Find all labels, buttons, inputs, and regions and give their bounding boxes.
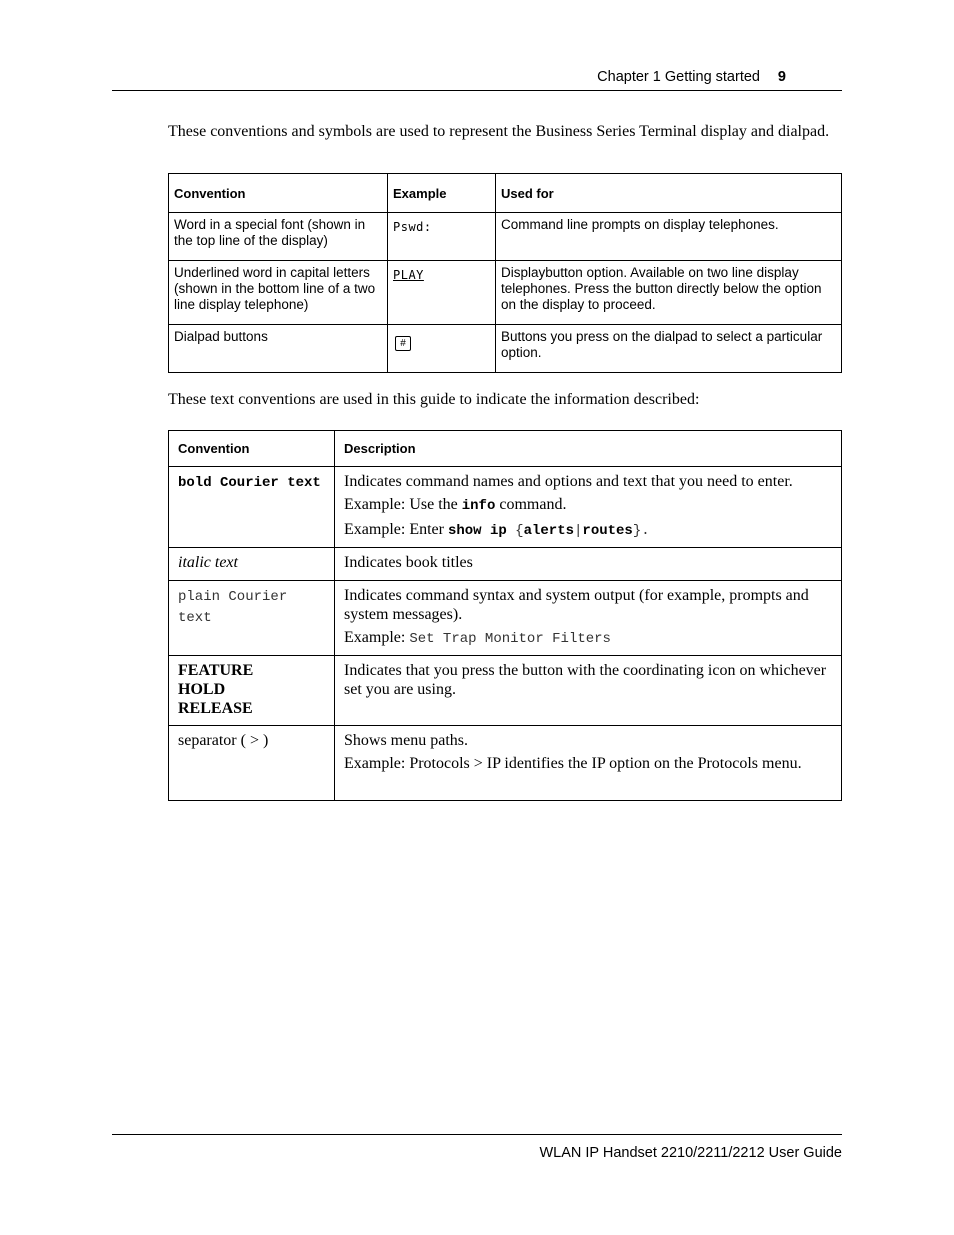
lcd-display-text: Pswd:: [393, 220, 432, 234]
display-conventions-table: [168, 173, 842, 373]
example-line: Example: Use the info command.: [344, 496, 567, 514]
table-row: [169, 726, 842, 801]
code-show-ip: show ip: [447, 523, 507, 539]
code-sample: Set Trap Monitor Filters: [409, 631, 611, 647]
text-conventions-table: [168, 430, 842, 801]
cell-convention: [169, 548, 335, 581]
cell-convention: Underlined word in capital letters (shown in the bottom line of a two line display telephone): [169, 261, 388, 325]
table-row: [169, 656, 842, 726]
cell-used-for: Displaybutton option. Available on two line display telephones. Press the button directly below the option on the display to proceed.: [496, 261, 842, 325]
table-row: [169, 261, 842, 325]
description-text: Indicates command syntax and system output (for example, prompts and system messages).: [344, 587, 809, 623]
cell-example: [388, 325, 496, 373]
plain-courier-sample: plain Courier text: [178, 589, 288, 626]
table-row: [169, 548, 842, 581]
example-line: Example: Enter show ip {alerts|routes}.: [344, 521, 650, 539]
cell-convention: separator ( > ): [169, 726, 335, 801]
cell-used-for: Buttons you press on the dialpad to select a particular option.: [496, 325, 842, 373]
hold-label: HOLD: [178, 681, 226, 698]
page-number: 9: [777, 69, 786, 85]
cell-convention: Word in a special font (shown in the top line of the display): [169, 213, 388, 261]
column-header-convention: Convention: [169, 174, 388, 213]
code-routes: routes: [582, 523, 633, 539]
description-text: Indicates command names and options and text that you need to enter.: [344, 473, 793, 490]
cell-convention: Dialpad buttons: [169, 325, 388, 373]
running-footer: [112, 1134, 842, 1161]
example-line: Example: Protocols > IP identifies the IP option on the Protocols menu.: [344, 755, 802, 772]
table-row: [169, 467, 842, 548]
table-row: [169, 325, 842, 373]
code-alerts: alerts: [523, 523, 575, 539]
guide-title: WLAN IP Handset 2210/2211/2212 User Guide: [539, 1145, 842, 1161]
example-line: Example: Set Trap Monitor Filters: [344, 629, 611, 647]
pound-key-icon: #: [395, 336, 411, 351]
chapter-title: Chapter 1 Getting started: [597, 69, 760, 85]
cell-convention: [169, 656, 335, 726]
bold-courier-sample: bold Courier text: [178, 475, 321, 491]
intro-paragraph-1: These conventions and symbols are used to represent the Business Series Terminal display and dialpad.: [168, 123, 830, 140]
cell-description: [335, 726, 842, 801]
cell-convention: [169, 467, 335, 548]
running-header: [112, 68, 842, 91]
cell-description: Indicates book titles: [335, 548, 842, 581]
table-row: [169, 581, 842, 656]
cell-example: [388, 261, 496, 325]
column-header-example: Example: [388, 174, 496, 213]
intro-paragraph-2: These text conventions are used in this guide to indicate the information described:: [168, 391, 700, 408]
column-header-description: Description: [335, 431, 842, 467]
italic-sample: italic text: [178, 554, 238, 571]
feature-label: FEATURE: [178, 662, 254, 679]
table-row: [169, 213, 842, 261]
cell-description: [335, 467, 842, 548]
cell-convention: [169, 581, 335, 656]
table-header-row: [169, 431, 842, 467]
table-header-row: [169, 174, 842, 213]
cell-example: [388, 213, 496, 261]
description-text: Shows menu paths.: [344, 732, 468, 749]
release-label: RELEASE: [178, 700, 253, 717]
column-header-used-for: Used for: [496, 174, 842, 213]
lcd-softkey-label: PLAY: [393, 268, 424, 282]
cell-used-for: Command line prompts on display telephones.: [496, 213, 842, 261]
column-header-convention: Convention: [169, 431, 335, 467]
cell-description: Indicates that you press the button with the coordinating icon on whichever set you are using.: [335, 656, 842, 726]
code-info: info: [461, 498, 496, 514]
cell-description: [335, 581, 842, 656]
